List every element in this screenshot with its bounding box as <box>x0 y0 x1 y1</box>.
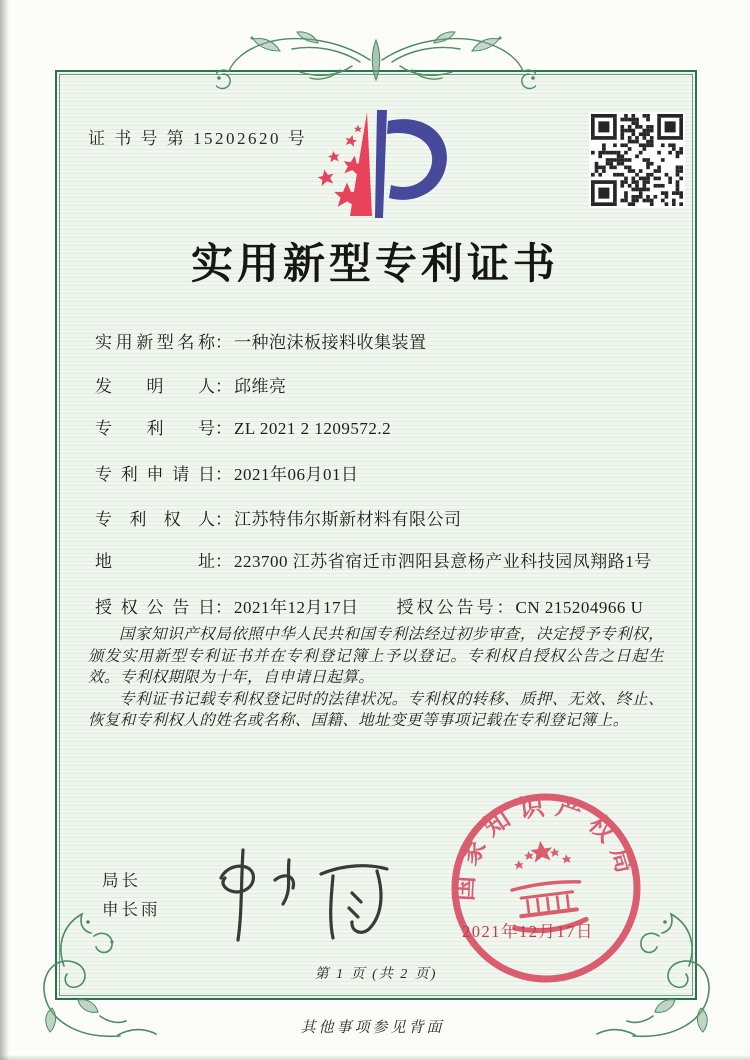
seal-date: 2021年12月17日 <box>462 922 594 941</box>
commissioner-name: 申长雨 <box>102 900 161 919</box>
cnipa-logo-icon <box>298 106 458 226</box>
field-label: 授权公告号 <box>396 598 497 617</box>
scan-edge-shadow <box>0 0 9 1060</box>
commissioner-title: 局长 <box>102 871 141 890</box>
field-value: 一种泡沫板接料收集装置 <box>234 333 427 352</box>
field-value: 2021年06月01日 <box>234 465 359 484</box>
seal-text: 国家知识产权局 <box>451 792 641 902</box>
field-label: 专利权人 <box>95 510 215 529</box>
qr-code <box>589 112 685 208</box>
svg-text:国家知识产权局 <box>448 790 642 905</box>
field-label: 地址 <box>95 552 215 571</box>
field-label: 发明人 <box>95 377 215 396</box>
field-grant-number: 授权公告号： CN 215204966 U <box>396 598 644 617</box>
field-label: 授权公告日 <box>95 598 215 617</box>
field-row-filing-date: 专利申请日： 2021年06月01日 <box>95 460 359 485</box>
field-row-inventor: 发明人： 邱维亮 <box>95 372 287 397</box>
field-label: 实用新型名称 <box>95 333 215 352</box>
field-row-grant-date: 授权公告日： 2021年12月17日 授权公告号： CN 215204966 U <box>95 593 643 618</box>
bottom-left-flourish <box>8 908 158 1043</box>
scan-edge-shadow-bottom <box>0 1055 750 1060</box>
certificate-title: 实用新型专利证书 <box>190 242 559 288</box>
top-garland-ornament <box>216 24 536 90</box>
certificate-number: 证 书 号 第 15202620 号 <box>88 129 308 148</box>
field-row-patentee: 专利权人： 江苏特伟尔斯新材料有限公司 <box>95 505 462 530</box>
cnipa-seal <box>448 790 644 986</box>
field-value: 2021年12月17日 <box>234 598 359 617</box>
field-row-patent-no: 专利号： ZL 2021 2 1209572.2 <box>95 414 391 439</box>
field-value: 223700 江苏省宿迁市泗阳县意杨产业科技园凤翔路1号 <box>234 552 652 571</box>
field-row-name: 实用新型名称： 一种泡沫板接料收集装置 <box>95 328 427 353</box>
handwritten-signature <box>205 838 405 948</box>
field-value: ZL 2021 2 1209572.2 <box>234 419 392 438</box>
legal-paragraph-2: 专利证书记载专利权登记时的法律状况。专利权的转移、质押、无效、终止、恢复和专利权人的姓名或名称、国籍、地址变更等事项记载在专利登记簿上。 <box>88 690 664 729</box>
page-number: 第 1 页 (共 2 页) <box>314 967 438 982</box>
legal-statement <box>88 624 664 732</box>
back-side-note: 其他事项参见背面 <box>300 1020 445 1036</box>
field-row-address: 地址： 223700 江苏省宿迁市泗阳县意杨产业科技园凤翔路1号 <box>95 547 652 572</box>
legal-paragraph-1: 国家知识产权局依照中华人民共和国专利法经过初步审查，决定授予专利权，颁发实用新型专利证书并在专利登记簿上予以登记。专利权自授权公告之日起生效。专利权期限为十年，自申请日起算。 <box>88 626 664 686</box>
field-value: CN 215204966 U <box>515 598 644 617</box>
field-value: 邱维亮 <box>234 377 287 396</box>
field-label: 专利号 <box>95 419 215 438</box>
field-value: 江苏特伟尔斯新材料有限公司 <box>234 510 462 529</box>
field-label: 专利申请日 <box>95 465 215 484</box>
